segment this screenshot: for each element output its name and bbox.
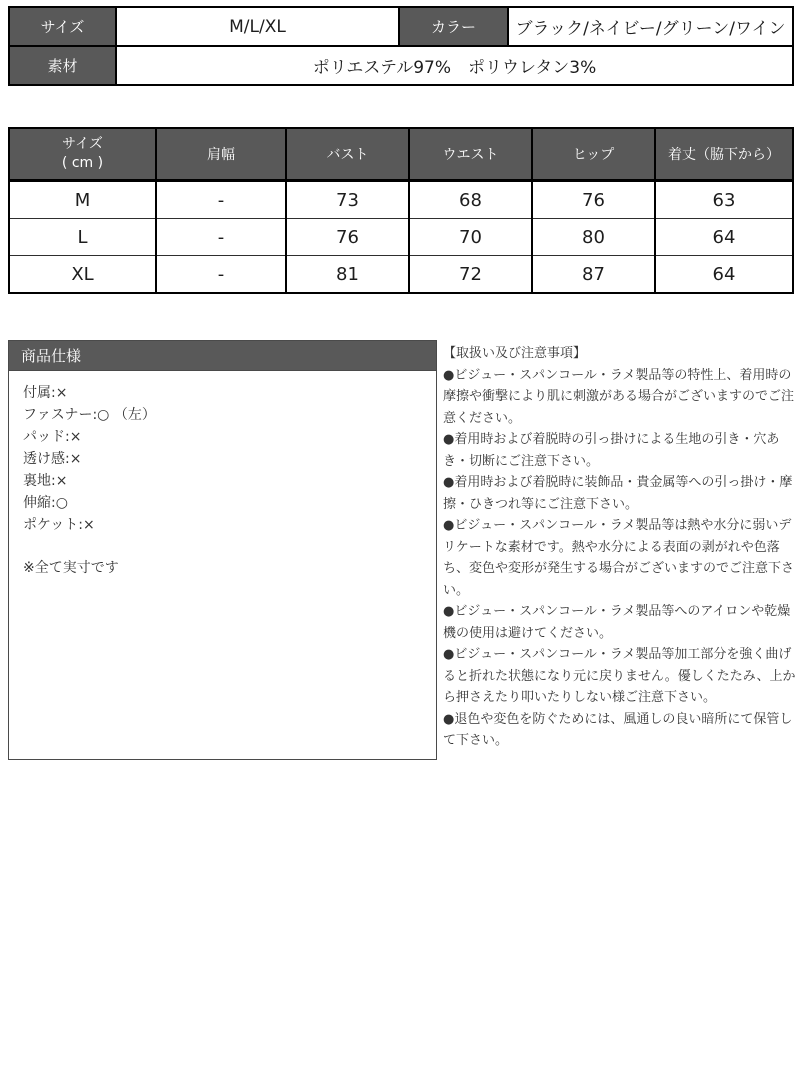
cell-waist: 68 [409,181,532,219]
header-waist: ウエスト [409,128,532,181]
header-size-line1: サイズ [62,136,103,152]
spec-item-pads: パッド:× [23,429,82,445]
spec-item-stretch: 伸縮:○ [23,495,68,511]
cell-hip: 80 [532,219,655,256]
spec-box-title-bar [9,341,436,371]
spec-note-actual-size: ※全て実寸です [23,560,119,576]
cell-size: L [9,219,156,256]
spec-box-content [9,371,436,590]
cell-waist: 70 [409,219,532,256]
care-note-item: ●退色や変色を防ぐためには、風通しの良い暗所にて保管して下さい。 [443,711,793,748]
size-measurements-table [8,127,794,294]
cell-size: M [9,181,156,219]
spec-item-sheerness: 透け感:× [23,451,82,467]
info-table-row-material [9,46,793,85]
spec-item-fastener: ファスナー:○ （左） [23,407,156,423]
care-note-item: ●ビジュー・スパンコール・ラメ製品等は熱や水分に弱いデリケートな素材です。熱や水分による表面の剥がれや色落ち、変色や変形が発生する場合がございますのでご注意下さい。 [443,518,795,598]
material-label-cell: 素材 [9,46,116,85]
cell-bust: 73 [286,181,409,219]
care-note-item: ●ビジュー・スパンコール・ラメ製品等へのアイロンや乾燥機の使用は避けてください。 [443,604,791,641]
info-table-row-size-color [9,7,793,46]
spec-box-title: 商品仕様 [21,347,82,365]
product-spec-box [8,340,437,760]
cell-length: 63 [655,181,793,219]
info-table [8,6,794,86]
care-note-item: ●着用時および着脱時に装飾品・貴金属等への引っ掛け・摩擦・ひきつれ等にご注意下さい。 [443,475,793,512]
material-value-cell: ポリエステル97% ポリウレタン3% [116,46,793,85]
size-label-cell: サイズ [9,7,116,46]
cell-waist: 72 [409,256,532,294]
size-row-m [9,181,793,219]
care-note-item: ●着用時および着脱時の引っ掛けによる生地の引き・穴あき・切断にご注意下さい。 [443,432,780,469]
care-notes-title: 【取扱い及び注意事項】 [443,346,587,361]
cell-shoulder: - [156,219,286,256]
color-label-cell: カラー [399,7,508,46]
spec-item-accessories: 付属:× [23,385,68,401]
size-value-cell: M/L/XL [116,7,399,46]
cell-shoulder: - [156,256,286,294]
header-size-line2: ( cm ) [61,155,104,171]
size-table-header-row [9,128,793,181]
header-size-cm [9,128,156,181]
header-length: 着丈（脇下から） [655,128,793,181]
cell-hip: 76 [532,181,655,219]
cell-shoulder: - [156,181,286,219]
size-row-l [9,219,793,256]
header-hip: ヒップ [532,128,655,181]
cell-bust: 81 [286,256,409,294]
care-note-item: ●ビジュー・スパンコール・ラメ製品等の特性上、着用時の摩擦や衝撃により肌に刺激がある場合がございますのでご注意ください。 [443,367,795,426]
spec-item-lining: 裏地:× [23,473,68,489]
cell-hip: 87 [532,256,655,294]
color-value-cell: ブラック/ネイビー/グリーン/ワイン [508,7,793,46]
size-row-xl [9,256,793,294]
care-note-item: ●ビジュー・スパンコール・ラメ製品等加工部分を強く曲げると折れた状態になり元に戻りません。優しくたたみ、上から押さえたり叩いたりしない様ご注意下さい。 [443,647,796,705]
header-bust: バスト [286,128,409,181]
cell-length: 64 [655,219,793,256]
cell-length: 64 [655,256,793,294]
header-shoulder: 肩幅 [156,128,286,181]
cell-size: XL [9,256,156,294]
care-notes [443,343,797,752]
spec-item-pocket: ポケット:× [23,517,95,533]
cell-bust: 76 [286,219,409,256]
